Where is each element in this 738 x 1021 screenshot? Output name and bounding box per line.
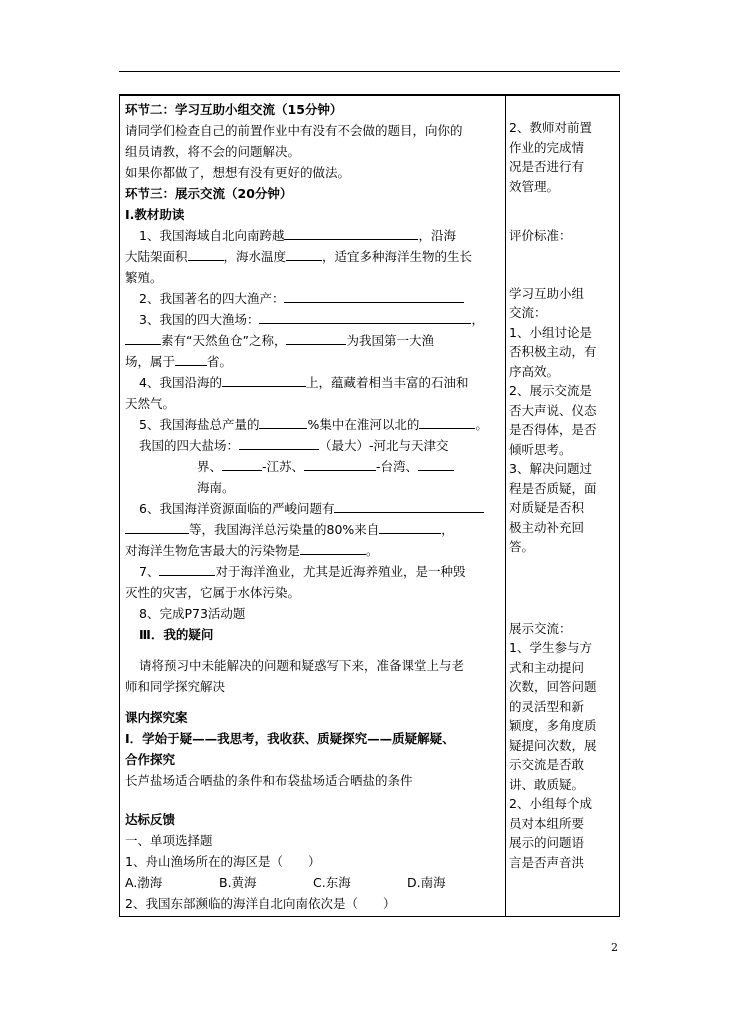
- eval-line: 2、教师对前置: [509, 120, 592, 135]
- answer-blank[interactable]: [259, 414, 307, 429]
- question-4: 4、我国沿海的 上，蕴藏着相当丰富的石油和: [125, 372, 501, 393]
- eval-heading: 评价标准：: [509, 228, 572, 243]
- answer-blank[interactable]: [284, 288, 464, 303]
- question-3-cont: 素有“天然鱼仓”之称， 为我国第一大渔: [125, 330, 501, 351]
- question-7: 7、 对于海洋渔业，尤其是近海养殖业，是一种毁: [125, 561, 501, 582]
- answer-blank[interactable]: [175, 351, 207, 366]
- answer-blank[interactable]: [286, 246, 322, 261]
- question-6-cont: 等，我国海洋总污染量的80%来自 ，: [125, 519, 501, 540]
- question-6-cont: 对海洋生物危害最大的污染物是 。: [125, 540, 501, 561]
- eval-line: 效管理。: [509, 178, 560, 194]
- question-5: 5、我国海盐总产量的 %集中在淮河以北的 。: [125, 414, 501, 435]
- eval-line: 对质疑是否积: [509, 500, 585, 515]
- paragraph: 请同学们检查自己的前置作业中有没有不会做的题目，向你的: [125, 123, 463, 138]
- eval-line: 疑提问次数，展: [509, 737, 597, 753]
- paragraph: 组员请教，将不会的问题解决。: [125, 144, 301, 159]
- eval-line: 作业的完成情: [509, 139, 585, 155]
- eval-line: 1、小组讨论是: [509, 324, 592, 340]
- subsection-heading: Ⅰ.教材助读: [125, 207, 185, 222]
- eval-line: 否大声说、仪态: [509, 402, 597, 418]
- eval-line: 展示的问题语: [509, 835, 585, 850]
- answer-blank[interactable]: [125, 519, 189, 534]
- question-1-cont: 繁殖。: [125, 270, 163, 285]
- eval-line: 答。: [509, 539, 535, 554]
- question-7-cont: 灭性的灾害，它属于水体污染。: [125, 585, 301, 600]
- eval-line: 程是否质疑，面: [509, 480, 597, 496]
- question-5-cont: 海南。: [197, 480, 235, 495]
- eval-line: 次数，回答问题: [509, 679, 597, 694]
- paragraph: 请将预习中未能解决的问题和疑惑写下来，准备课堂上与老: [139, 658, 465, 673]
- answer-blank[interactable]: [239, 435, 319, 450]
- answer-blank[interactable]: [188, 246, 224, 261]
- question-4-cont: 天然气。: [125, 396, 176, 411]
- eval-line: 是否得体，是否: [509, 422, 597, 437]
- option-d[interactable]: D.南海: [407, 875, 446, 890]
- question-5-cont: 我国的四大盐场： （最大）-河北与天津交: [125, 435, 501, 456]
- subsection-heading: Ⅲ．我的疑问: [139, 627, 214, 642]
- answer-blank[interactable]: [419, 414, 475, 429]
- answer-blank[interactable]: [159, 561, 215, 576]
- answer-blank[interactable]: [125, 330, 161, 345]
- paragraph: 长芦盐场适合晒盐的条件和布袋盐场适合晒盐的条件: [125, 773, 413, 788]
- eval-line: 的灵活型和新: [509, 698, 585, 714]
- eval-line: 极主动补充回: [509, 519, 585, 535]
- eval-line: 示交流是否敢: [509, 757, 585, 772]
- section-heading: 达标反馈: [125, 812, 176, 827]
- paragraph: 一、单项选择题: [125, 833, 213, 848]
- header-rule: [119, 71, 620, 72]
- question-1-cont: 大陆架面积 ，海水温度 ，适宜多种海洋生物的生长: [125, 246, 501, 267]
- eval-line: 讲、敢质疑。: [509, 776, 585, 792]
- question-2: 2、我国著名的四大渔产：: [125, 288, 501, 309]
- section-heading: 环节三：展示交流（20分钟）: [125, 186, 293, 201]
- eval-line: 倾听思考。: [509, 441, 572, 457]
- eval-line: 交流：: [509, 305, 547, 320]
- eval-line: 2、展示交流是: [509, 383, 592, 398]
- eval-line: 1、学生参与方: [509, 640, 592, 655]
- eval-line: 况是否进行有: [509, 159, 585, 174]
- answer-blank[interactable]: [300, 540, 366, 555]
- answer-blank[interactable]: [334, 498, 484, 513]
- answer-blank[interactable]: [259, 309, 471, 324]
- answer-blank[interactable]: [284, 225, 418, 240]
- question-3: 3、我国的四大渔场： ，: [125, 309, 501, 330]
- paragraph: 师和同学探究解决: [125, 679, 226, 694]
- column-divider: [505, 96, 506, 916]
- eval-heading: 展示交流：: [509, 620, 572, 636]
- eval-line: 式和主动提问: [509, 659, 585, 675]
- eval-line: 2、小组每个成: [509, 796, 592, 811]
- option-c[interactable]: C.东海: [313, 875, 351, 890]
- section-heading: 环节二：学习互助小组交流（15分钟）: [125, 102, 343, 117]
- eval-line: 员对本组所要: [509, 815, 585, 831]
- subsection-heading: 合作探究: [125, 752, 176, 767]
- question: 2、我国东部濒临的海洋自北向南依次是（ ）: [125, 896, 396, 911]
- option-row: [125, 872, 501, 893]
- question: 1、舟山渔场所在的海区是（ ）: [125, 854, 321, 869]
- answer-blank[interactable]: [379, 519, 441, 534]
- eval-line: 言是否声音洪: [509, 854, 585, 870]
- answer-blank[interactable]: [418, 456, 454, 471]
- question-8: 8、完成P73活动题: [139, 606, 246, 621]
- option-a[interactable]: A.渤海: [125, 875, 163, 890]
- paragraph: 如果你都做了，想想有没有更好的做法。: [125, 165, 351, 180]
- evaluation-column: [509, 118, 609, 872]
- question-1: 1、我国海域自北向南跨越 ，沿海: [125, 225, 501, 246]
- eval-line: 否积极主动，有: [509, 344, 597, 359]
- answer-blank[interactable]: [222, 372, 306, 387]
- page-number: 2: [611, 941, 618, 954]
- eval-line: 颖度，多角度质: [509, 718, 597, 733]
- option-b[interactable]: B.黄海: [219, 875, 257, 890]
- eval-line: 3、解决问题过: [509, 461, 592, 476]
- activity-column: [125, 99, 501, 914]
- question-5-cont: 界、 -江苏、 -台湾、: [125, 456, 501, 477]
- answer-blank[interactable]: [222, 456, 262, 471]
- section-heading: 课内探究案: [125, 710, 188, 725]
- subsection-heading: Ⅰ．学始于疑——我思考，我收获、质疑探究——质疑解疑、: [125, 731, 455, 746]
- lesson-table: [119, 94, 620, 917]
- question-6: 6、我国海洋资源面临的严峻问题有: [125, 498, 501, 519]
- eval-line: 学习互助小组: [509, 285, 585, 301]
- question-3-cont: 场，属于 省。: [125, 351, 501, 372]
- answer-blank[interactable]: [304, 456, 376, 471]
- answer-blank[interactable]: [286, 330, 346, 345]
- eval-line: 序高效。: [509, 363, 560, 379]
